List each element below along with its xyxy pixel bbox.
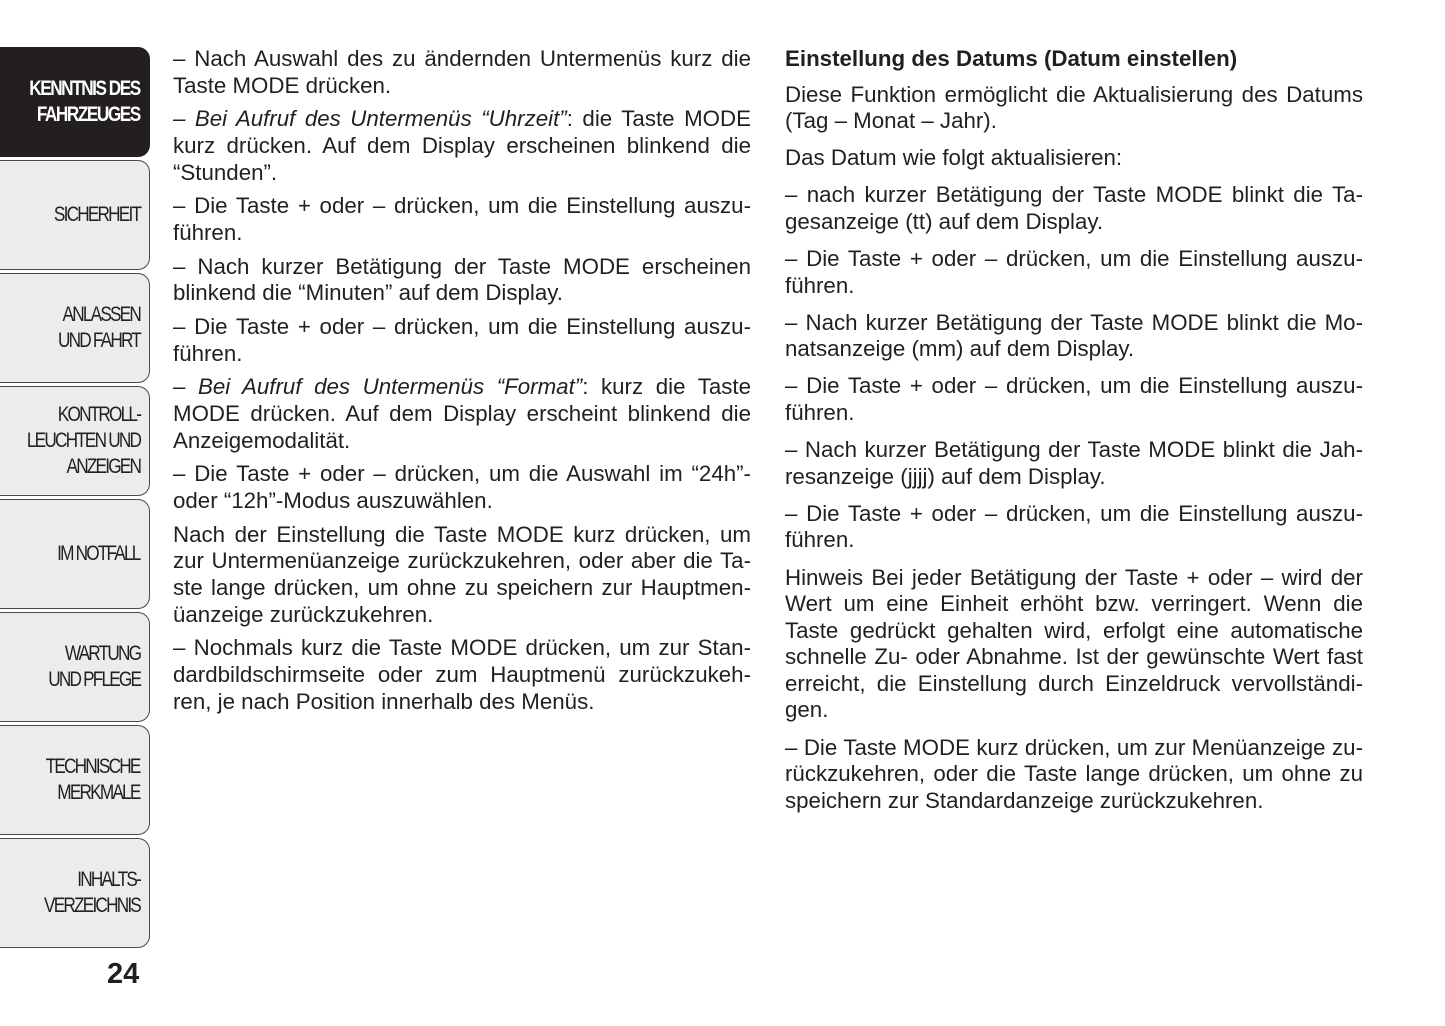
right-text-column bbox=[785, 46, 1363, 825]
paragraph: Nach der Einstellung die Taste MODE kurz drücken, um zur Untermenüanzeige zurückzukehren, oder aber die Taste lange drücken, um ohne zu speichern zur Hauptmenüanzeige zurückzukehren. bbox=[173, 521, 751, 627]
paragraph: Das Datum wie folgt aktualisieren: bbox=[785, 145, 1123, 171]
paragraph: – Nochmals kurz die Taste MODE drücken, um zur Standardbildschirmseite oder zum Hauptmenü zurückzukehren, je nach Position innerhalb des Menüs. bbox=[173, 635, 751, 714]
paragraph: – Bei Aufruf des Untermenüs “Format”: kurz die Taste MODE drücken. Auf dem Display erscheint blinkend die Anzeigemodalität. bbox=[173, 374, 751, 453]
tab-sicherheit[interactable] bbox=[0, 160, 150, 270]
tab-im-notfall[interactable] bbox=[0, 499, 150, 609]
paragraph: – Die Taste + oder – drücken, um die Einstellung auszuführen. bbox=[785, 373, 1363, 426]
page-number: 24 bbox=[107, 958, 140, 990]
left-text-column bbox=[173, 46, 751, 722]
paragraph: – Die Taste + oder – drücken, um die Einstellung auszuführen. bbox=[173, 193, 751, 245]
tab-label: KENNTNIS DES FAHRZEUGES bbox=[29, 77, 140, 126]
tab-label: ANLASSEN UND FAHRT bbox=[58, 303, 140, 352]
tab-wartung-und-pflege[interactable] bbox=[0, 612, 150, 722]
paragraph: – Nach kurzer Betätigung der Taste MODE blinkt die Jahresanzeige (jjjj) auf dem Display. bbox=[785, 437, 1363, 489]
paragraph: – nach kurzer Betätigung der Taste MODE blinkt die Tagesanzeige (tt) auf dem Display. bbox=[785, 182, 1363, 234]
tab-label: KONTROLL- LEUCHTEN UND ANZEIGEN bbox=[26, 403, 140, 478]
paragraph: – Die Taste MODE kurz drücken, um zur Menüanzeige zurückzukehren, oder die Taste lange drücken, um ohne zu speichern zur Standardanzeige zurückzukehren. bbox=[785, 734, 1363, 813]
tab-label: IM NOTFALL bbox=[57, 542, 140, 565]
paragraph: – Nach Auswahl des zu ändernden Untermenüs kurz die Taste MODE drücken. bbox=[173, 46, 751, 98]
tab-label: INHALTS- VERZEICHNIS bbox=[44, 868, 140, 917]
tab-technische-merkmale[interactable] bbox=[0, 725, 150, 835]
paragraph: – Die Taste + oder – drücken, um die Auswahl im “24h”- oder “12h”-Modus auszuwählen. bbox=[173, 461, 751, 514]
paragraph: Hinweis Bei jeder Betätigung der Taste + oder – wird der Wert um eine Einheit erhöht bzw. verringert. Wenn die Taste gedrückt gehalten wird, erfolgt eine automatische schnelle Zu- oder Abnahme. Ist der gewünschte Wert fast erreicht, die Einstellung durch Einzeldruck vervollständigen. bbox=[785, 564, 1363, 723]
paragraph: – Nach kurzer Betätigung der Taste MODE blinkt die Monatsanzeige (mm) auf dem Display. bbox=[785, 309, 1363, 362]
tab-label: TECHNISCHE MERKMALE bbox=[46, 755, 140, 804]
paragraph: – Nach kurzer Betätigung der Taste MODE erscheinen blinkend die “Minuten” auf dem Display. bbox=[173, 253, 751, 306]
tab-inhaltsverzeichnis[interactable] bbox=[0, 838, 150, 948]
tab-kenntnis-des-fahrzeuges[interactable] bbox=[0, 47, 150, 157]
tab-label: WARTUNG UND PFLEGE bbox=[47, 642, 140, 691]
paragraph: Diese Funktion ermöglicht die Aktualisierung des Datums (Tag – Monat – Jahr). bbox=[785, 81, 1363, 134]
paragraph: – Die Taste + oder – drücken, um die Einstellung auszuführen. bbox=[173, 314, 751, 366]
section-heading: Einstellung des Datums (Datum einstellen) bbox=[785, 46, 1238, 71]
paragraph: – Bei Aufruf des Untermenüs “Uhrzeit”: die Taste MODE kurz drücken. Auf dem Display erscheinen blinkend die “Stunden”. bbox=[173, 106, 751, 185]
tab-kontrollleuchten-und-anzeigen[interactable] bbox=[0, 386, 150, 496]
tab-anlassen-und-fahrt[interactable] bbox=[0, 273, 150, 383]
paragraph: – Die Taste + oder – drücken, um die Einstellung auszuführen. bbox=[785, 500, 1363, 553]
tab-label: SICHERHEIT bbox=[53, 203, 140, 226]
paragraph: – Die Taste + oder – drücken, um die Einstellung auszuführen. bbox=[785, 246, 1363, 298]
